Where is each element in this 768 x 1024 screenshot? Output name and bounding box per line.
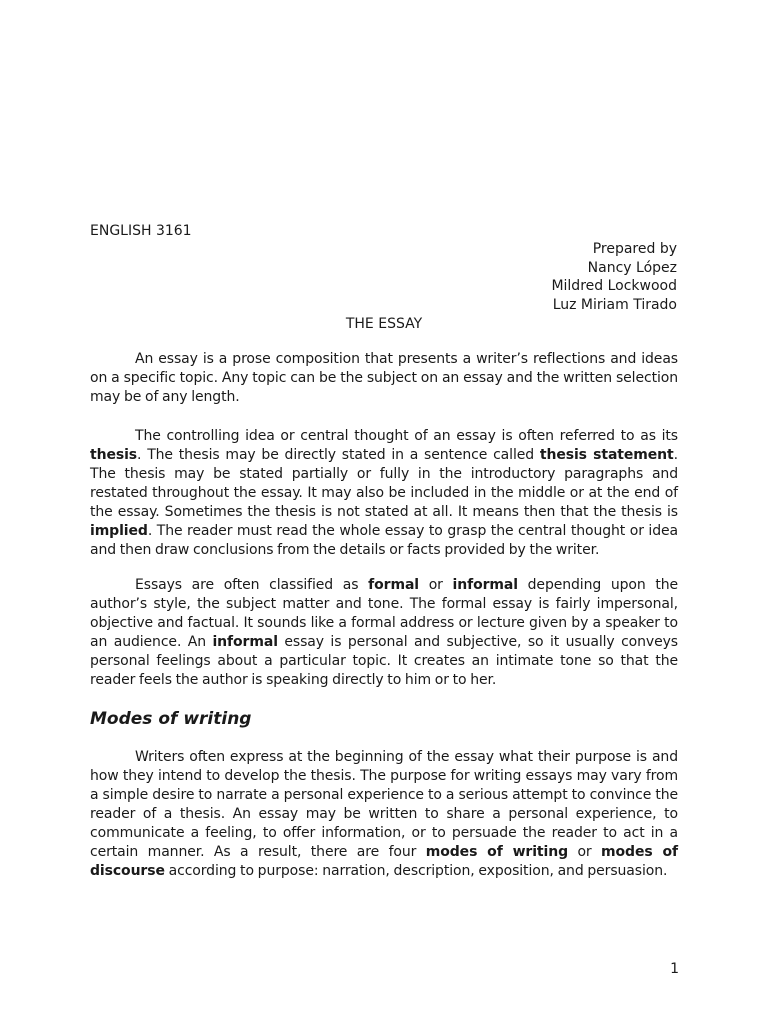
paragraph-text: An essay is a prose composition that presents a writer’s reflections and ideas on a specific topic. Any topic can be the subject on an essay and the written selection may be of any length. xyxy=(90,351,678,405)
paragraph-text: or xyxy=(419,577,453,593)
paragraph-essay-definition xyxy=(90,350,678,407)
paragraph-text: . The thesis may be stated partially or fully in the introductory paragraphs and restated throughout the essay. It may also be included in the middle or at the end of the essay. Sometimes the thesis is not stated at all. It means then that the thesis is xyxy=(90,447,678,520)
paragraph-modes-of-writing xyxy=(90,748,678,881)
prepared-by-label: Prepared by xyxy=(592,241,677,257)
bold-term: thesis xyxy=(90,447,138,463)
paragraph-text: depending upon the author’s style, the subject matter and tone. The formal essay is fairly impersonal, objective and factual. It sounds like a formal address or lecture given by a speaker to an audience. An xyxy=(90,577,679,650)
section-heading: Modes of writing xyxy=(90,709,252,729)
bold-term: informal xyxy=(212,634,278,650)
paragraph-text: or xyxy=(568,844,602,860)
paragraph-text: Writers often express at the beginning of the essay what their purpose is and how they intend to develop the thesis. The purpose for writing essays may vary from a simple desire to narrate a personal experience to a serious attempt to convince the reader of a thesis. An essay may be written to share a personal experience, to communicate a feeling, to offer information, or to persuade the reader to act in a certain manner. As a result, there are four xyxy=(90,749,678,860)
paragraph-text: The controlling idea or central thought of an essay is often referred to as its xyxy=(135,428,678,444)
paragraph-text: . The reader must read the whole essay to grasp the central thought or idea and then draw conclusions from the details or facts provided by the writer. xyxy=(90,523,678,558)
paragraph-formal-informal xyxy=(90,576,678,690)
bold-term: modes of discourse xyxy=(90,844,678,879)
bold-term: formal xyxy=(368,577,420,593)
bold-term: thesis statement xyxy=(539,447,674,463)
bold-term: modes of writing xyxy=(425,844,568,860)
author-name: Mildred Lockwood xyxy=(551,278,677,295)
page-number: 1 xyxy=(670,961,679,977)
paragraph-text: Essays are often classified as xyxy=(135,577,369,593)
paragraph-text: . The thesis may be directly stated in a sentence called xyxy=(137,447,540,463)
paragraph-text: essay is personal and subjective, so it usually conveys personal feelings about a particular topic. It creates an intimate tone so that the reader feels the author is speaking directly to him or to her. xyxy=(90,634,678,688)
author-block xyxy=(551,240,677,315)
document-title: THE ESSAY xyxy=(345,316,423,332)
paragraph-text: according to purpose: narration, description, exposition, and persuasion. xyxy=(164,863,668,879)
bold-term: informal xyxy=(452,577,518,593)
author-name: Luz Miriam Tirado xyxy=(552,297,677,314)
bold-term: implied xyxy=(90,523,148,539)
author-name: Nancy López xyxy=(587,259,677,276)
course-code: ENGLISH 3161 xyxy=(90,223,192,239)
paragraph-thesis xyxy=(90,427,678,560)
